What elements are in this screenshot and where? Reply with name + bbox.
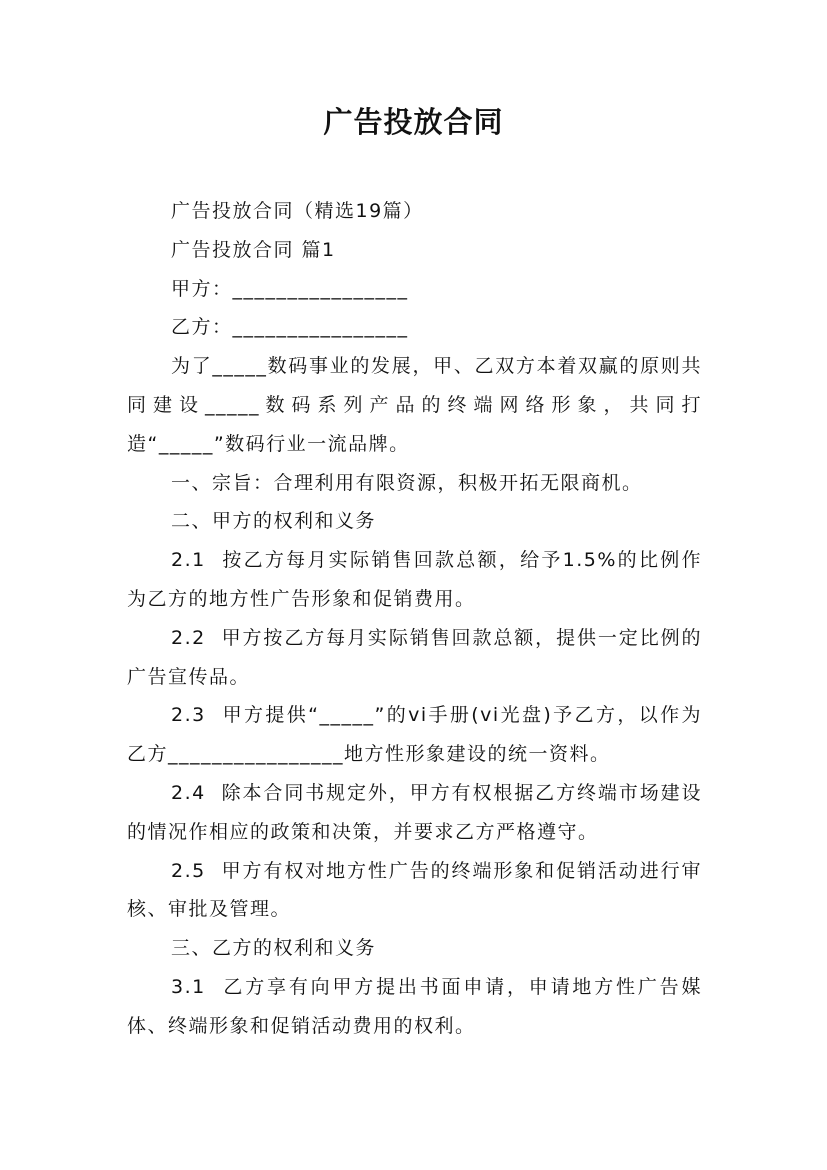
party-b-line: 乙方：________________: [171, 316, 409, 339]
clause-2-2: 2.2 甲方按乙方每月实际销售回款总额，提供一定比例的广告宣传品。: [127, 626, 702, 688]
clause-2-3: 2.3 甲方提供“_____”的vi手册(vi光盘)予乙方，以作为乙方________________地方性形象建设的统一资料。: [127, 704, 702, 766]
document-title: 广告投放合同: [323, 105, 504, 139]
clause-2-5: 2.5 甲方有权对地方性广告的终端形象和促销活动进行审核、审批及管理。: [127, 859, 702, 921]
clause-2-1: 2.1 按乙方每月实际销售回款总额，给予1.5%的比例作为乙方的地方性广告形象和促销费用。: [127, 549, 702, 610]
subtitle-paragraph: 广告投放合同（精选19篇）: [171, 200, 424, 222]
clause-3-1: 3.1 乙方享有向甲方提出书面申请，申请地方性广告媒体、终端形象和促销活动费用的权利。: [127, 975, 702, 1037]
party-a-line: 甲方：________________: [171, 277, 409, 300]
clause-heading-party-a: 二、甲方的权利和义务: [171, 510, 377, 533]
clause-heading-party-b: 三、乙方的权利和义务: [171, 937, 377, 960]
intro-paragraph: 为了_____数码事业的发展，甲、乙双方本着双赢的原则共同建设_____数码系列产品的终端网络形象，共同打造“_____”数码行业一流品牌。: [127, 355, 702, 455]
document-body: [127, 192, 702, 1046]
section-heading: 广告投放合同 篇1: [171, 238, 336, 261]
clause-2-4: 2.4 除本合同书规定外，甲方有权根据乙方终端市场建设的情况作相应的政策和决策，并要求乙方严格遵守。: [127, 781, 702, 843]
clause-purpose: 一、宗旨：合理利用有限资源，积极开拓无限商机。: [171, 471, 643, 494]
